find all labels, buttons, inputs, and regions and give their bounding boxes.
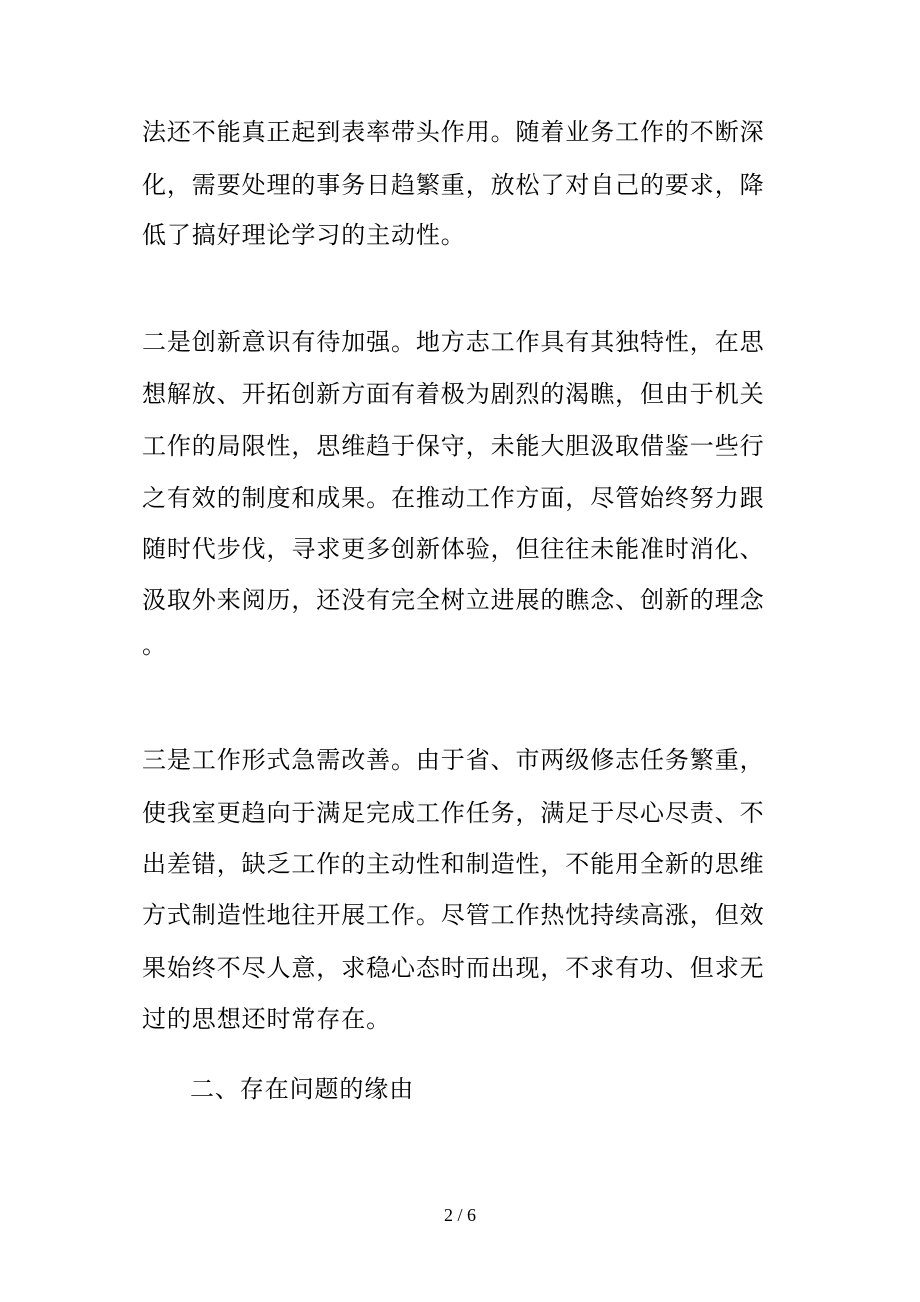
text-line: 工作的局限性，思维趋于保守，未能大胆汲取借鉴一些行 — [142, 432, 765, 460]
text-line: 二是创新意识有待加强。地方志工作具有其独特性，在思 — [142, 328, 765, 356]
text-line: 想解放、开拓创新方面有着极为剧烈的渴瞧，但由于机关 — [142, 380, 765, 408]
text-line: 法还不能真正起到表率带头作用。随着业务工作的不断深 — [142, 118, 765, 146]
text-line: 。 — [142, 631, 167, 659]
text-line: 化，需要处理的事务日趋繁重，放松了对自己的要求，降 — [142, 171, 765, 199]
section-heading: 二、存在问题的缘由 — [190, 1075, 415, 1103]
text-line: 使我室更趋向于满足完成工作任务，满足于尽心尽责、不 — [142, 799, 765, 827]
text-line: 之有效的制度和成果。在推动工作方面，尽管始终努力跟 — [142, 484, 765, 512]
text-line: 出差错，缺乏工作的主动性和制造性，不能用全新的思维 — [142, 850, 765, 878]
page-number: 2 / 6 — [443, 1205, 476, 1225]
text-line: 过的思想还时常存在。 — [142, 1005, 391, 1033]
text-line: 方式制造性地往开展工作。尽管工作热忱持续高涨，但效 — [142, 901, 765, 929]
text-line: 随时代步伐，寻求更多创新体验，但往往未能准时消化、 — [142, 535, 765, 563]
text-line: 三是工作形式急需改善。由于省、市两级修志任务繁重， — [142, 746, 765, 774]
text-line: 汲取外来阅历，还没有完全树立进展的瞧念、创新的理念 — [142, 586, 765, 614]
text-line: 低了搞好理论学习的主动性。 — [142, 221, 466, 249]
text-line: 果始终不尽人意，求稳心态时而出现，不求有功、但求无 — [142, 954, 765, 982]
